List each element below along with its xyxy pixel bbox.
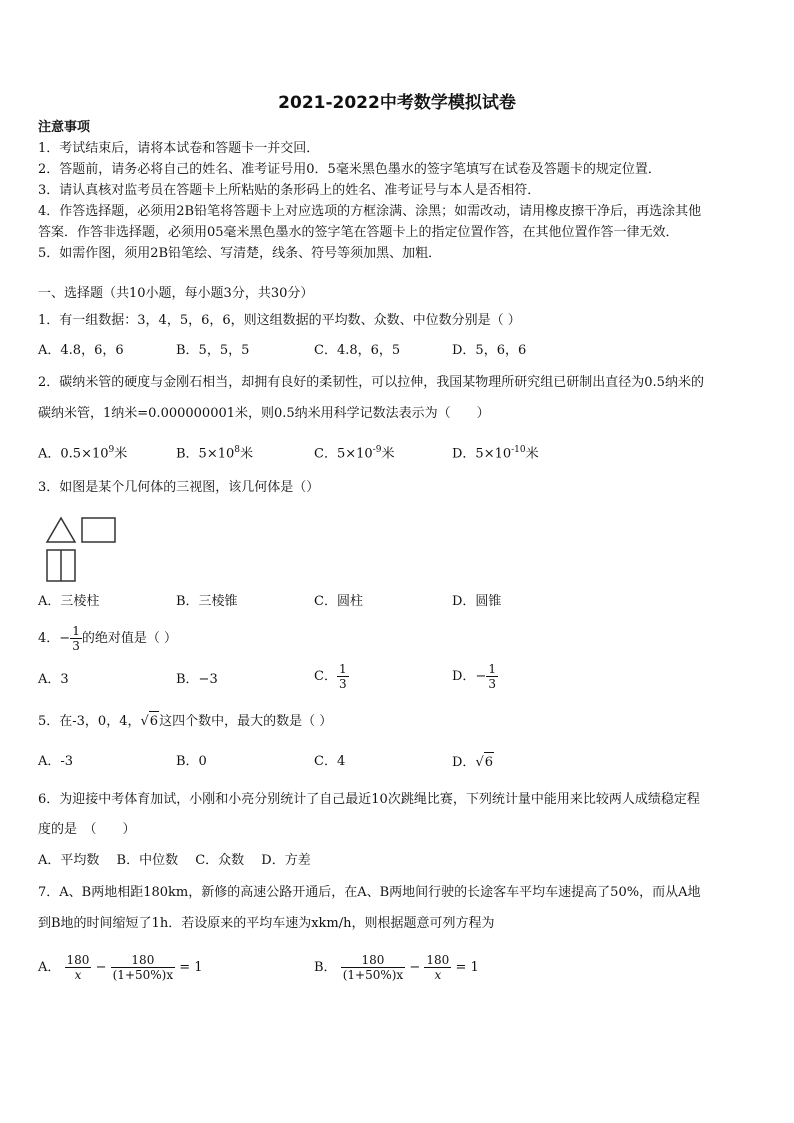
q2-option-c: C．$5\times 10^{-9}$米 — [314, 445, 395, 462]
q1-option-c: C．4.8，6，5 — [314, 343, 401, 358]
q4-option-d: D．− $\frac{1}{3}$ — [452, 662, 496, 691]
q7-option-a: A． $\frac{180}{x}$ − $\frac{180}{(1+50\%)x}$ = 1 — [38, 953, 203, 982]
q7-stem-line1: 7．A、B两地相距180km，新修的高速公路开通后，在A、B两地间行驶的长途客车平均车速提高了50%，而从A地 — [38, 885, 701, 900]
note-item: 3．请认真核对监考员在答题卡上所粘贴的条形码上的姓名、准考证号与本人是否相符． — [38, 183, 541, 198]
q1-stem: 1．有一组数据：3，4，5，6，6，则这组数据的平均数、众数、中位数分别是（ ） — [38, 313, 521, 328]
q2-stem-line2: 碳纳米管，1纳米=0.000000001米，则0.5纳米用科学记数法表示为（ ） — [38, 406, 490, 421]
page-title: 2021-2022中考数学模拟试卷 — [278, 93, 516, 113]
q3-option-b: B．三棱锥 — [176, 594, 238, 609]
q5-stem: 5．在-3，0，4，√6这四个数中，最大的数是（ ） — [38, 711, 332, 732]
q4-option-a: A．3 — [38, 672, 69, 687]
q2-stem-line1: 2．碳纳米管的硬度与金刚石相当，却拥有良好的柔韧性，可以拉伸，我国某物理所研究组已研制出直径为0.5纳米的 — [38, 375, 704, 390]
q2-option-d: D．$5\times 10^{-10}$米 — [452, 445, 539, 462]
q1-option-b: B．5，5，5 — [176, 343, 250, 358]
q2-option-a: A．$0.5\times 10^9$米 — [38, 445, 128, 462]
q3-option-d: D．圆锥 — [452, 594, 502, 609]
q6-options: A．平均数 B．中位数 C．众数 D．方差 — [38, 853, 311, 868]
q1-option-a: A．4.8，6，6 — [38, 343, 124, 358]
q7-stem-line2: 到B地的时间缩短了1h．若设原来的平均车速为xkm/h，则根据题意可列方程为 — [38, 916, 495, 931]
note-item: 答案．作答非选择题，必须用05毫米黑色墨水的签字笔在答题卡上的指定位置作答，在其他位置作答一律无效． — [38, 225, 679, 240]
q5-option-c: C．4 — [314, 754, 346, 769]
note-item: 1．考试结束后，请将本试卷和答题卡一并交回． — [38, 141, 320, 156]
front-view-triangle — [47, 518, 75, 542]
note-item: 5．如需作图，须用2B铅笔绘、写清楚，线条、符号等须加黑、加粗． — [38, 246, 442, 261]
side-view-rectangle — [82, 518, 115, 542]
notes-heading: 注意事项 — [38, 120, 91, 135]
section-heading: 一、选择题（共10小题，每小题3分，共30分） — [38, 286, 314, 301]
q5-option-b: B．0 — [176, 754, 207, 769]
q3-stem: 3．如图是某个几何体的三视图，该几何体是（） — [38, 480, 320, 495]
q5-option-d: D．√6 — [452, 752, 494, 773]
q2-option-b: B．$5\times 10^8$米 — [176, 445, 254, 462]
q6-stem-line1: 6．为迎接中考体育加试，小刚和小亮分别统计了自己最近10次跳绳比赛，下列统计量中能用来比较两人成绩稳定程 — [38, 792, 700, 807]
q6-stem-line2: 度的是 （ ） — [38, 822, 136, 837]
fraction-one-third: $\frac{1}{3}$ — [72, 624, 80, 653]
q3-option-a: A．三棱柱 — [38, 594, 100, 609]
q5-option-a: A．-3 — [38, 754, 74, 769]
q3-option-c: C．圆柱 — [314, 594, 363, 609]
three-views-figure — [42, 510, 122, 590]
q4-stem: 4．− $\frac{1}{3}$ 的绝对值是（ ） — [38, 624, 177, 653]
q4-option-c: C． $\frac{1}{3}$ — [314, 662, 347, 691]
q4-option-b: B．−3 — [176, 672, 218, 687]
note-item: 2．答题前，请务必将自己的姓名、准考证号用0．5毫米黑色墨水的签字笔填写在试卷及答题卡的规定位置． — [38, 162, 661, 177]
q7-option-b: B． $\frac{180}{(1+50\%)x}$ − $\frac{180}{x}$ = 1 — [314, 953, 479, 982]
q1-option-d: D．5，6，6 — [452, 343, 527, 358]
note-item: 4．作答选择题，必须用2B铅笔将答题卡上对应选项的方框涂满、涂黑；如需改动，请用橡皮擦干净后，再选涂其他 — [38, 204, 702, 219]
